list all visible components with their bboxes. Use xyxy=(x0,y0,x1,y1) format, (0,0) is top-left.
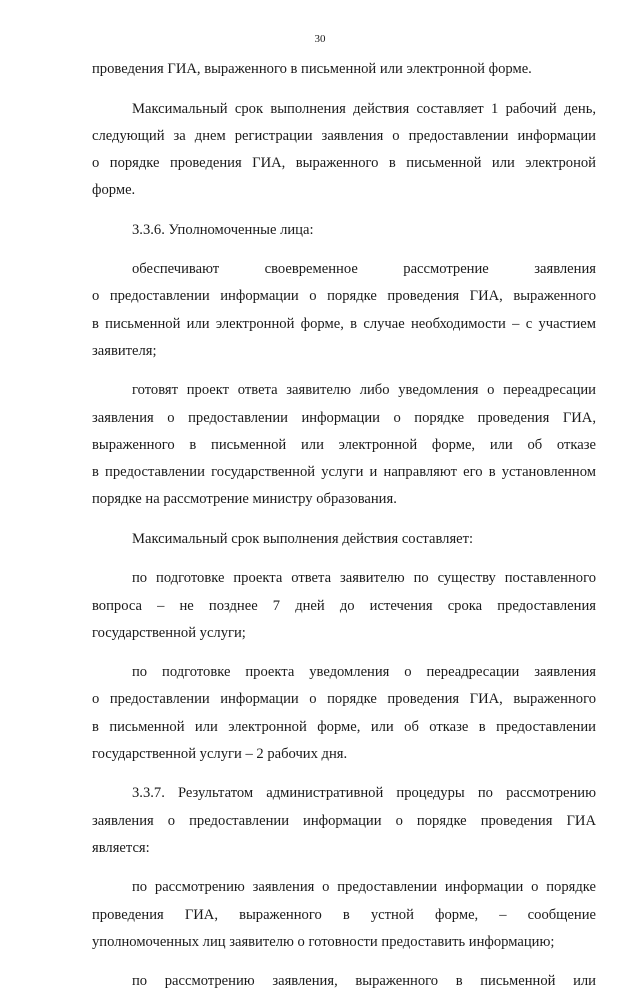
text-line: следующий за днем регистрации заявления о предоставлении информации xyxy=(92,127,596,144)
text-line: проведения ГИА, выраженного в устной форме, – сообщение xyxy=(92,906,596,923)
paragraph xyxy=(92,256,596,365)
text-line: форме. xyxy=(92,182,136,199)
paragraph xyxy=(92,377,596,513)
text-line: по рассмотрению заявления, выраженного в письменной или xyxy=(132,973,596,990)
text-line: проведения ГИА, выраженного в письменной или электронной форме. xyxy=(92,61,532,77)
text-line: готовят проект ответа заявителю либо уведомления о переадресации xyxy=(132,382,596,399)
text-line: заявления о предоставлении информации о порядке проведения ГИА xyxy=(92,812,596,829)
document-body xyxy=(92,56,596,996)
text-line: обеспечивают своевременное рассмотрение заявления xyxy=(132,261,596,278)
paragraph xyxy=(92,780,596,862)
paragraph xyxy=(92,565,596,647)
text-line: выраженного в письменной или электронной форме, или об отказе xyxy=(92,436,596,453)
text-line: в предоставлении государственной услуги и направляют его в установленном xyxy=(92,464,596,480)
paragraph xyxy=(92,56,596,83)
paragraph xyxy=(92,526,596,553)
text-line: заявителя; xyxy=(92,342,157,359)
text-line: вопроса – не позднее 7 дней до истечения срока предоставления xyxy=(92,597,596,614)
text-line: порядке на рассмотрение министру образования. xyxy=(92,491,397,508)
text-line: уполномоченных лиц заявителю о готовности предоставить информацию; xyxy=(92,933,555,950)
text-line: о предоставлении информации о порядке проведения ГИА, выраженного xyxy=(92,288,596,305)
paragraph xyxy=(92,96,596,205)
text-line: о порядке проведения ГИА, выраженного в письменной или электроной xyxy=(92,154,596,171)
text-line: Максимальный срок выполнения действия составляет: xyxy=(132,530,474,547)
text-line: 3.3.7. Результатом административной процедуры по рассмотрению xyxy=(132,785,596,802)
page-number: 30 xyxy=(314,33,326,45)
text-line: по рассмотрению заявления о предоставлении информации о порядке xyxy=(132,879,596,896)
text-line: по подготовке проекта ответа заявителю по существу поставленного xyxy=(132,570,596,587)
text-line: государственной услуги; xyxy=(92,624,246,641)
text-line: государственной услуги – 2 рабочих дня. xyxy=(92,745,348,762)
text-line: 3.3.6. Уполномоченные лица: xyxy=(132,221,314,238)
paragraph xyxy=(92,217,596,244)
text-line: по подготовке проекта уведомления о переадресации заявления xyxy=(132,664,596,681)
text-line: Максимальный срок выполнения действия составляет 1 рабочий день, xyxy=(132,100,596,117)
text-line: в письменной или электронной форме, или об отказе в предоставлении xyxy=(92,718,596,735)
text-line: является: xyxy=(92,839,150,856)
text-line: заявления о предоставлении информации о порядке проведения ГИА, xyxy=(92,409,596,426)
paragraph xyxy=(92,968,596,995)
text-line: о предоставлении информации о порядке проведения ГИА, выраженного xyxy=(92,691,596,708)
paragraph xyxy=(92,874,596,956)
text-line: в письменной или электронной форме, в случае необходимости – с участием xyxy=(92,315,596,332)
paragraph xyxy=(92,659,596,768)
